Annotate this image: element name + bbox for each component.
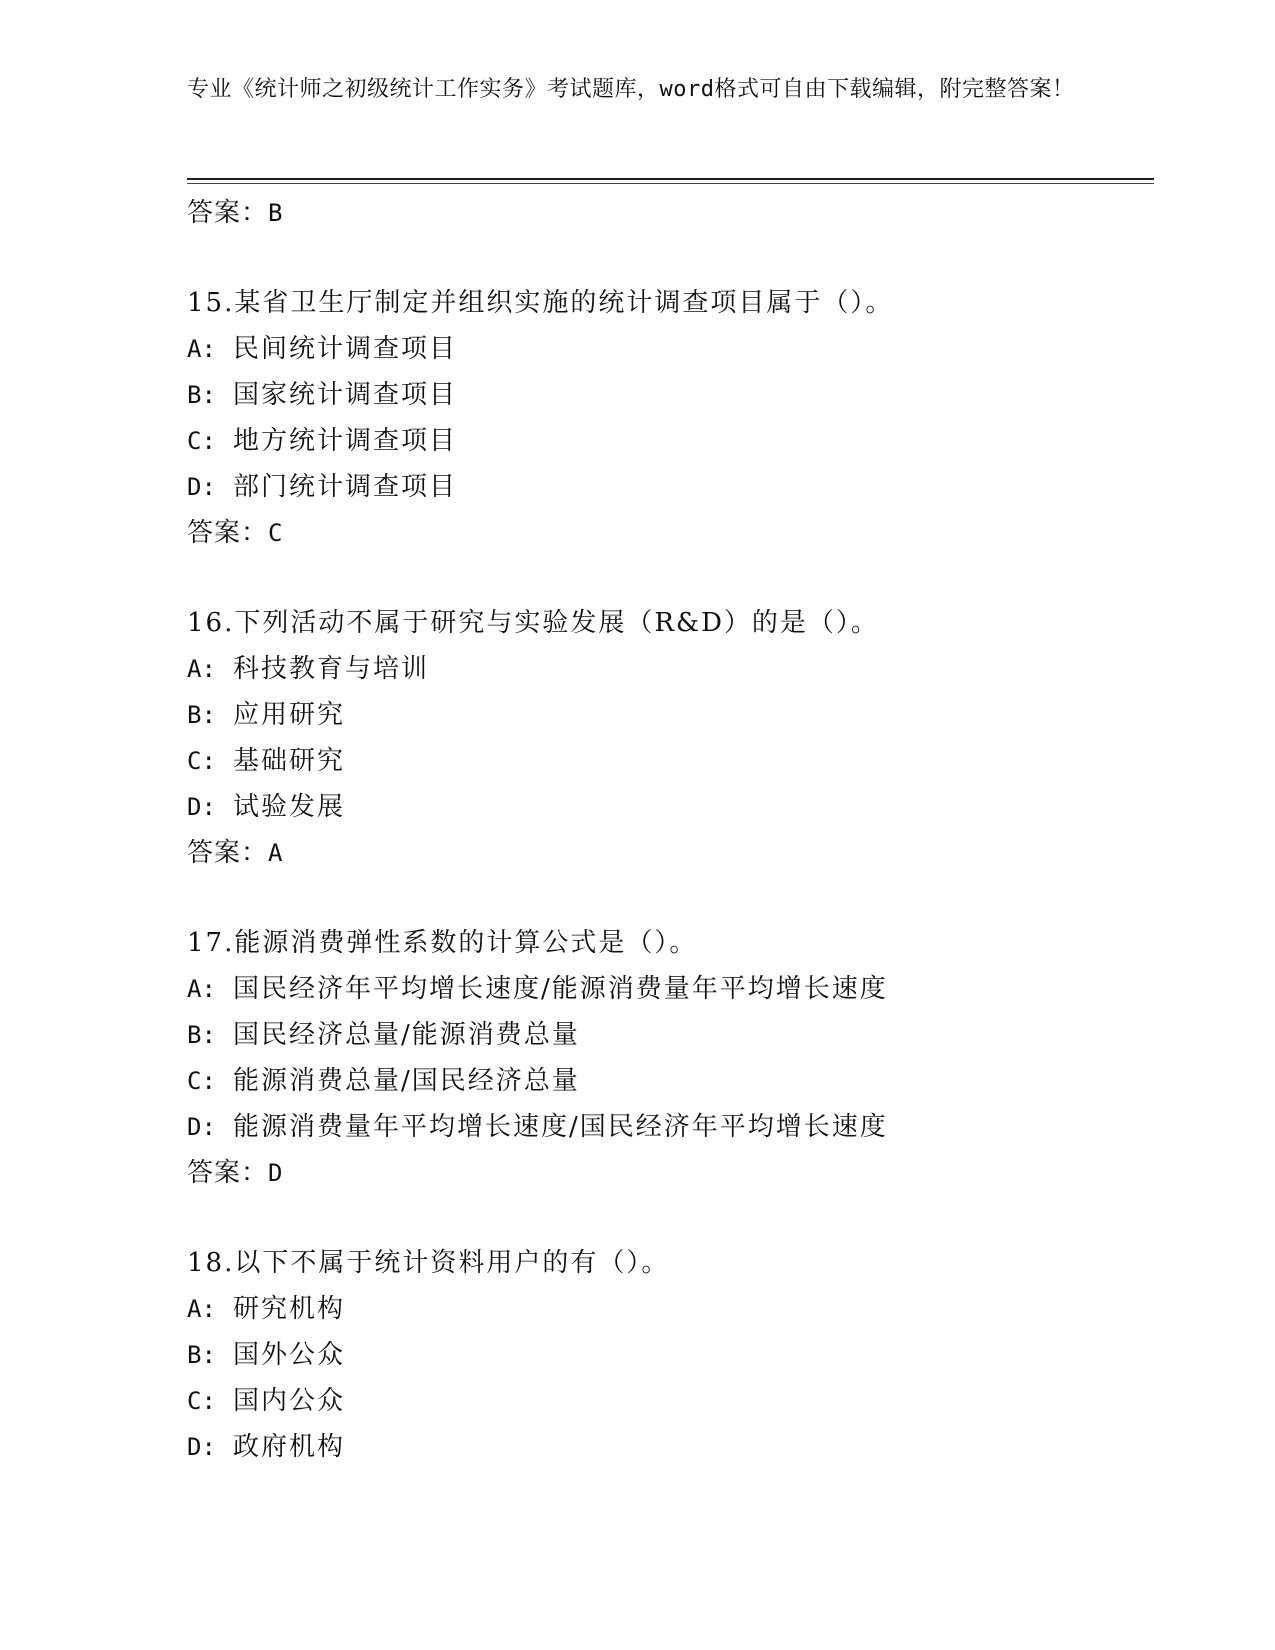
option-a (187, 1286, 1147, 1332)
option-text: 科技教育与培训 (233, 654, 430, 684)
question-17 (187, 920, 1147, 1196)
option-key: A: (187, 335, 216, 363)
question-list (187, 190, 1147, 1470)
option-text: 基础研究 (233, 746, 346, 776)
option-d (187, 784, 1147, 830)
option-text: 政府机构 (233, 1432, 346, 1462)
question-stem: 15.某省卫生厅制定并组织实施的统计调查项目属于（）。 (187, 288, 894, 318)
answer-line (187, 830, 1147, 876)
option-text: 地方统计调查项目 (233, 426, 458, 456)
answer-line (187, 190, 1147, 236)
option-d (187, 1424, 1147, 1470)
option-key: A: (187, 1295, 216, 1323)
option-key: B: (187, 1021, 216, 1049)
answer-label: 答案： (187, 1158, 269, 1188)
option-a (187, 646, 1147, 692)
question-15 (187, 280, 1147, 556)
header-divider-thin (187, 183, 1154, 184)
option-d (187, 464, 1147, 510)
question-stem: 18.以下不属于统计资料用户的有（）。 (187, 1248, 670, 1278)
option-text: 能源消费总量/国民经济总量 (233, 1066, 580, 1096)
answer-line (187, 1150, 1147, 1196)
answer-label: 答案： (187, 838, 269, 868)
option-key: C: (187, 1067, 216, 1095)
answer-label: 答案： (187, 518, 269, 548)
option-c (187, 738, 1147, 784)
option-text: 部门统计调查项目 (233, 472, 458, 502)
option-text: 国家统计调查项目 (233, 380, 458, 410)
option-key: A: (187, 975, 216, 1003)
question-stem: 17.能源消费弹性系数的计算公式是（）。 (187, 928, 698, 958)
option-c (187, 1058, 1147, 1104)
option-key: B: (187, 381, 216, 409)
question-stem: 16.下列活动不属于研究与实验发展（R&D）的是（）。 (187, 608, 879, 638)
option-key: D: (187, 1433, 216, 1461)
option-text: 研究机构 (233, 1294, 346, 1324)
question-18 (187, 1240, 1147, 1470)
option-a (187, 966, 1147, 1012)
option-text: 试验发展 (233, 792, 346, 822)
option-key: D: (187, 473, 216, 501)
answer-value: C (268, 519, 284, 547)
option-text: 国内公众 (233, 1386, 346, 1416)
answer-value: D (268, 1159, 284, 1187)
option-key: A: (187, 655, 216, 683)
option-d (187, 1104, 1147, 1150)
option-key: C: (187, 747, 216, 775)
option-b (187, 372, 1147, 418)
option-text: 国外公众 (233, 1340, 346, 1370)
option-key: B: (187, 1341, 216, 1369)
answer-line (187, 510, 1147, 556)
option-key: C: (187, 1387, 216, 1415)
option-b (187, 692, 1147, 738)
option-a (187, 326, 1147, 372)
option-key: C: (187, 427, 216, 455)
answer-value: A (268, 839, 284, 867)
answer-label: 答案： (187, 198, 269, 228)
option-text: 民间统计调查项目 (233, 334, 458, 364)
option-key: B: (187, 701, 216, 729)
option-text: 国民经济总量/能源消费总量 (233, 1020, 580, 1050)
option-key: D: (187, 1113, 216, 1141)
answer-value: B (268, 199, 284, 227)
option-c (187, 418, 1147, 464)
header-divider-thick (187, 178, 1154, 180)
option-key: D: (187, 793, 216, 821)
header-note: 专业《统计师之初级统计工作实务》考试题库，word格式可自由下载编辑，附完整答案！ (187, 77, 1075, 102)
option-c (187, 1378, 1147, 1424)
question-16 (187, 600, 1147, 876)
option-b (187, 1012, 1147, 1058)
option-text: 应用研究 (233, 700, 346, 730)
option-text: 能源消费量年平均增长速度/国民经济年平均增长速度 (233, 1112, 888, 1142)
option-text: 国民经济年平均增长速度/能源消费量年平均增长速度 (233, 974, 888, 1004)
option-b (187, 1332, 1147, 1378)
